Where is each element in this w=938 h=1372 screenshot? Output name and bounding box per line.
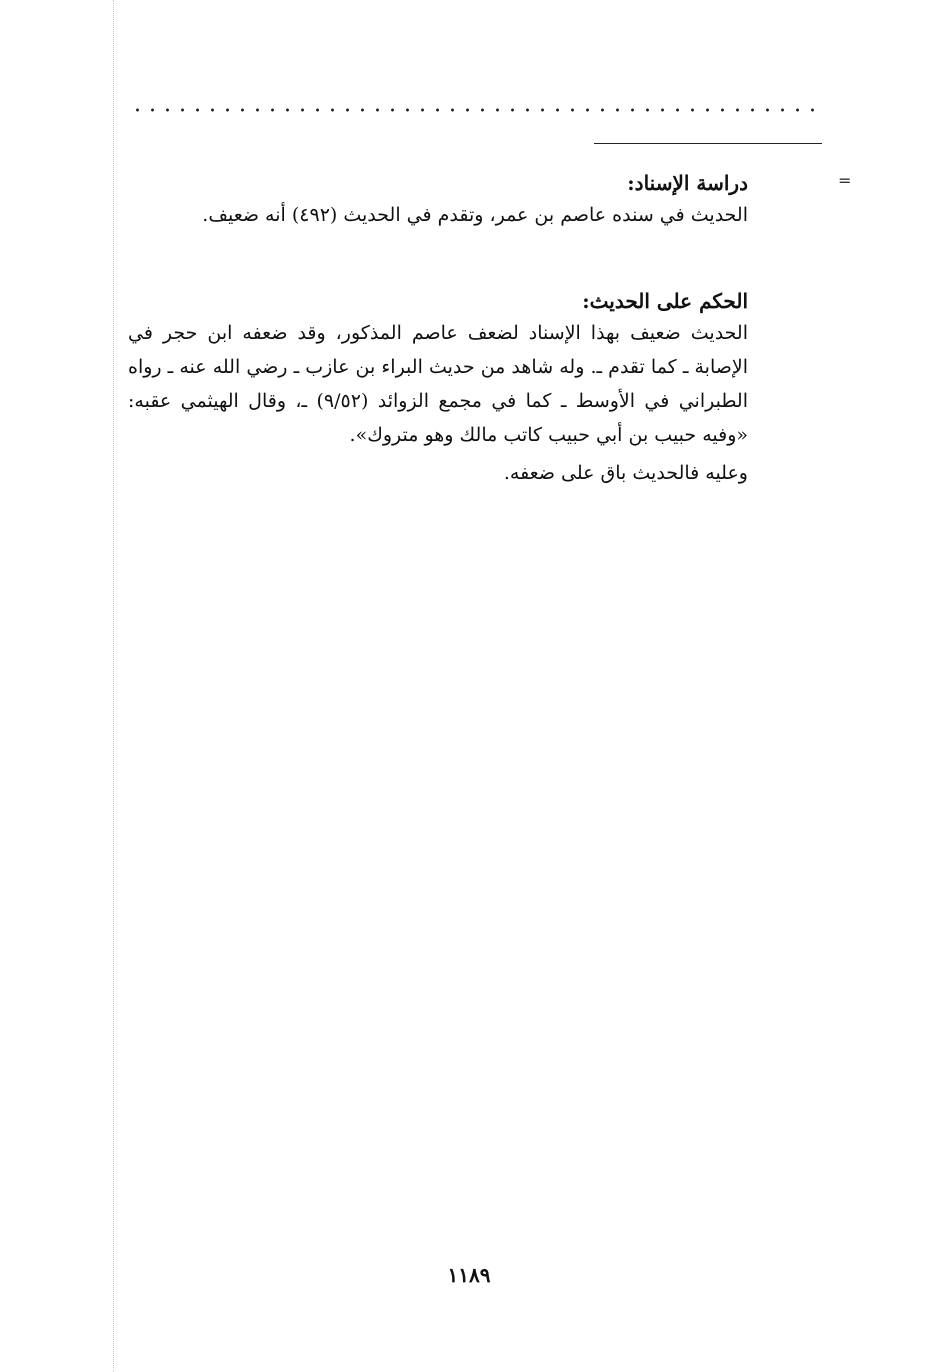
isnad-heading: دراسة الإسناد:: [627, 171, 748, 195]
isnad-paragraph: الحديث في سنده عاصم بن عمر، وتقدم في الحديث (٤٩٢) أنه ضعيف.: [202, 204, 748, 226]
hukm-conclusion: وعليه فالحديث باق على ضعفه.: [503, 462, 748, 484]
dotted-separator: [130, 108, 820, 112]
hukm-heading: الحكم على الحديث:: [582, 289, 748, 313]
continuation-mark: =: [838, 171, 852, 190]
hukm-paragraph: الحديث ضعيف بهذا الإسناد لضعف عاصم المذكور، وقد ضعفه ابن حجر في الإصابة ـ كما تقدم ـ. وله شاهد من حديث البراء بن عازب ـ رضي الله عنه ـ رواه الطبراني في الأوسط ـ كما في مجمع الزوائد (٩/٥٢) ـ، وقال الهيثمي عقبه: «وفيه حبيب بن أبي حبيب كاتب مالك وهو متروك».: [128, 322, 748, 446]
scan-edge-line: [113, 0, 114, 1372]
isnad-section: [128, 168, 748, 232]
hukm-section: [128, 286, 748, 490]
page-number: ١١٨٩: [447, 1263, 491, 1287]
footnote-rule: [594, 143, 822, 144]
